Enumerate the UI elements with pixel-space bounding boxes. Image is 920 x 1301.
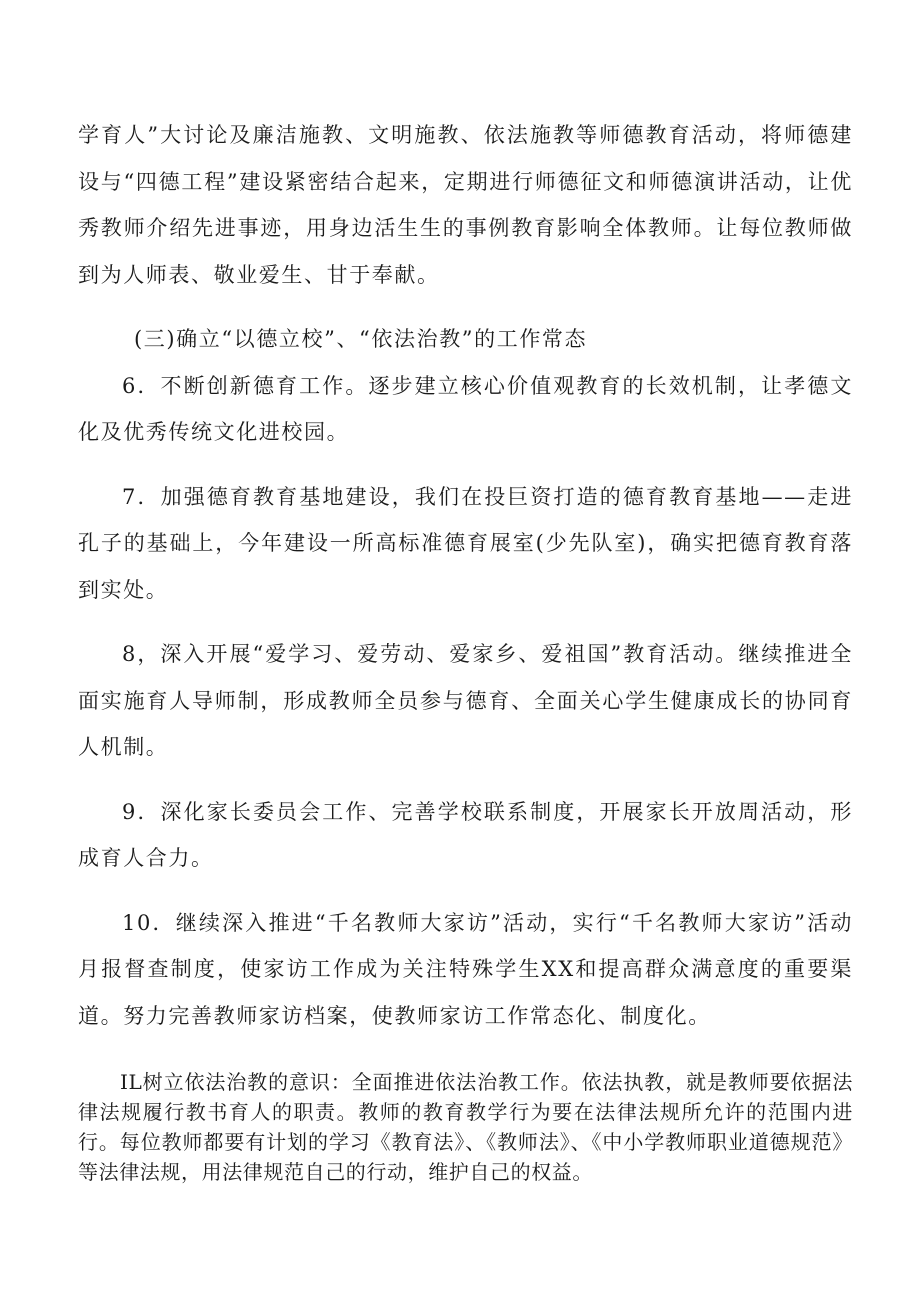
paragraph-item-6: 6．不断创新德育工作。逐步建立核心价值观教育的长效机制，让孝德文化及优秀传统文化进校园。 <box>78 373 853 444</box>
paragraph-item-8: 8，深入开展“爱学习、爱劳动、爱家乡、爱祖国”教育活动。继续推进全面实施育人导师制，形成教师全员参与德育、全面关心学生健康成长的协同育人机制。 <box>78 642 853 759</box>
paragraph-item-10: 10．继续深入推进“千名教师大家访”活动，实行“千名教师大家访”活动月报督查制度，使家访工作成为关注特殊学生XX和提高群众满意度的重要渠道。努力完善教师家访档案，使教师家访工作常态化、制度化。 <box>78 910 853 1028</box>
paragraph-rule-of-law: IL树立依法治教的意识：全面推进依法治教工作。依法执教，就是教师要依据法律法规履行教书育人的职责。教师的教育教学行为要在法律法规所允许的范围内进行。每位教师都要有计划的学习《教育法》、《教师法》、《中小学教师职业道德规范》等法律法规，用法律规范自己的行动，维护自己的权益。 <box>78 1070 853 1184</box>
document-page <box>78 112 853 1187</box>
paragraph-item-9: 9．深化家长委员会工作、完善学校联系制度，开展家长开放周活动，形成育人合力。 <box>78 799 853 870</box>
paragraph-item-7: 7．加强德育教育基地建设，我们在投巨资打造的德育教育基地——走进孔子的基础上，今年建设一所高标准德育展室(少先队室)，确实把德育教育落到实处。 <box>78 484 853 602</box>
section-heading-3: (三)确立“以德立校”、“依法治教”的工作常态 <box>134 327 588 351</box>
paragraph-teacher-ethics-activities: 学育人”大讨论及廉洁施教、文明施教、依法施教等师德教育活动，将师德建设与“四德工程”建设紧密结合起来，定期进行师德征文和师德演讲活动，让优秀教师介绍先进事迹，用身边活生生的事例教育影响全体教师。让每位教师做到为人师表、敬业爱生、甘于奉献。 <box>78 123 853 287</box>
